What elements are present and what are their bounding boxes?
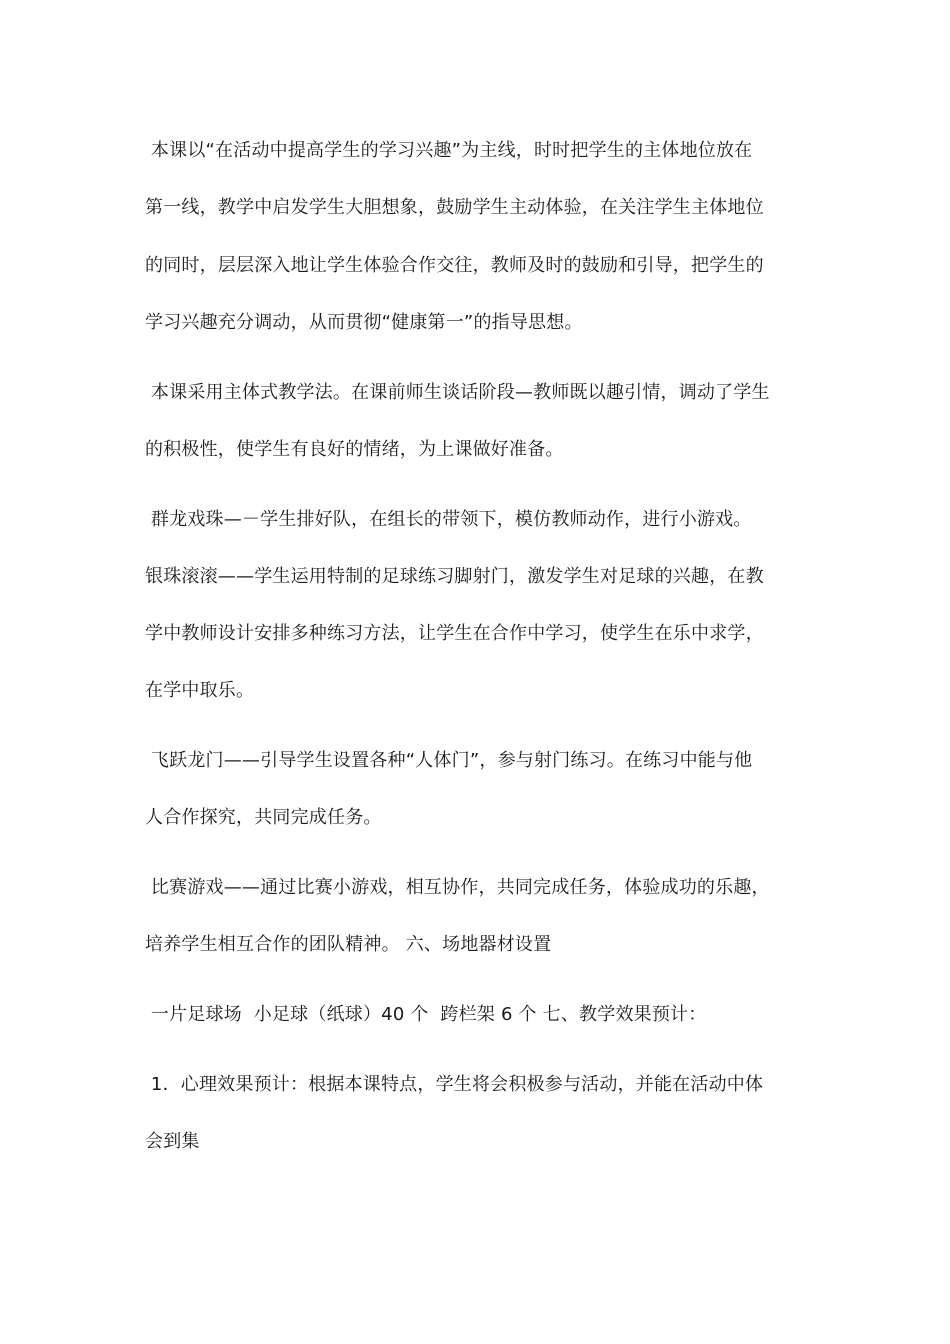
text-line: 的积极性，使学生有良好的情绪，为上课做好准备。 — [145, 439, 564, 460]
text-line: 群龙戏珠—－学生排好队，在组长的带领下，模仿教师动作，进行小游戏。 — [145, 509, 752, 530]
text-line: 在学中取乐。 — [145, 680, 255, 701]
text-line: 人合作探究，共同完成任务。 — [145, 807, 382, 828]
text-line: 比赛游戏——通过比赛小游戏，相互协作，共同完成任务，体验成功的乐趣， — [145, 877, 770, 898]
text-line: 第一线，教学中启发学生大胆想象，鼓励学生主动体验，在关注学生主体地位 — [145, 197, 764, 218]
text-line: 学习兴趣充分调动，从而贯彻“健康第一”的指导思想。 — [145, 312, 583, 333]
text-line: 本课采用主体式教学法。在课前师生谈话阶段—教师既以趣引情，调动了学生 — [145, 382, 770, 403]
text-line: 培养学生相互合作的团队精神。 六、场地器材设置 — [145, 934, 552, 955]
text-line: 本课以“在活动中提高学生的学习兴趣”为主线，时时把学生的主体地位放在 — [145, 140, 753, 161]
text-line: 飞跃龙门——引导学生设置各种“人体门”，参与射门练习。在练习中能与他 — [145, 750, 753, 771]
text-line: 1．心理效果预计：根据本课特点，学生将会积极参与活动，并能在活动中体 — [145, 1074, 764, 1095]
text-line: 学中教师设计安排多种练习方法，让学生在合作中学习，使学生在乐中求学， — [145, 623, 764, 644]
text-line: 的同时，层层深入地让学生体验合作交往，教师及时的鼓励和引导，把学生的 — [145, 255, 764, 276]
text-line: 会到集 — [145, 1131, 200, 1152]
text-line: 银珠滚滚——学生运用特制的足球练习脚射门，激发学生对足球的兴趣，在教 — [145, 566, 764, 587]
text-line: 一片足球场 小足球（纸球）40 个 跨栏架 6 个 七、教学效果预计： — [145, 1004, 707, 1025]
